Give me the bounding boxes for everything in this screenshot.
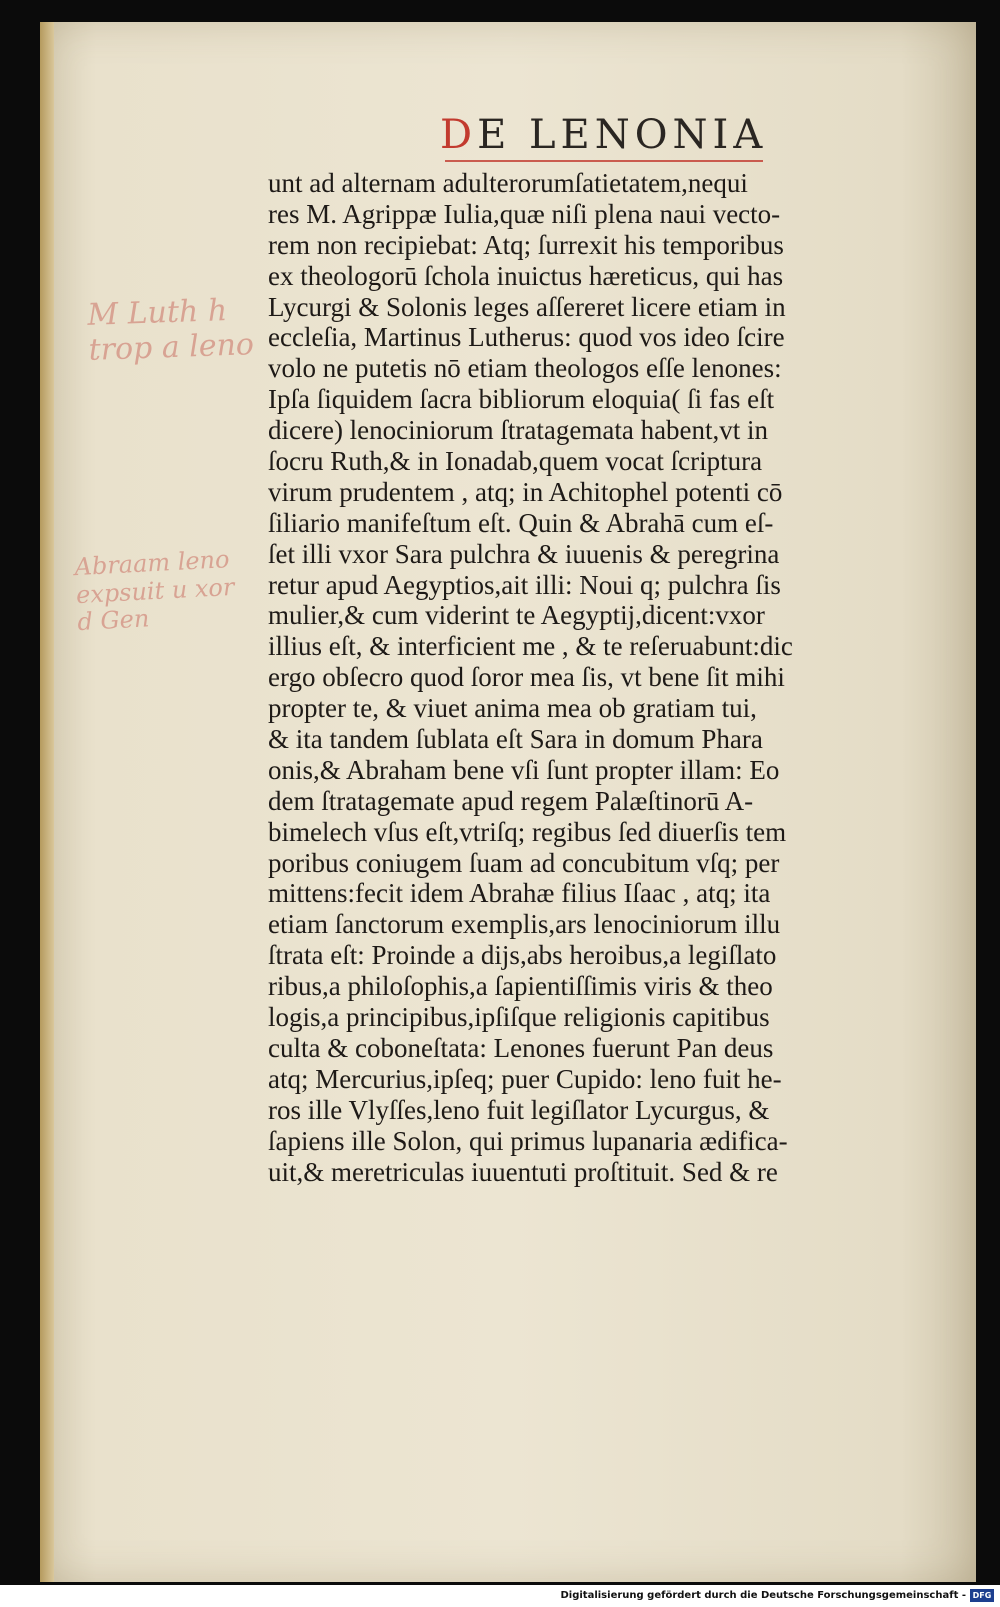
text-line: eccleſia, Martinus Lutherus: quod vos ideo ſcire xyxy=(268,322,785,353)
text-line: atq; Mercurius,ipſeq; puer Cupido: leno fuit he- xyxy=(268,1063,782,1094)
text-line: virum prudentem , atq; in Achitophel potenti cō xyxy=(268,476,783,507)
text-line: uit,& meretriculas iuuentuti proſtituit. Sed & re xyxy=(268,1156,778,1187)
text-line: ros ille Vlyſſes,leno fuit legiſlator Lycurgus, & xyxy=(268,1094,770,1125)
text-line: bimelech vſus eſt,vtriſq; regibus ſed diuerſis tem xyxy=(268,816,787,847)
page-edge xyxy=(40,22,54,1582)
text-line: mittens:fecit idem Abrahæ filius Iſaac , atq; ita xyxy=(268,878,771,909)
funding-credit: Digitalisierung gefördert durch die Deutsche Forschungsgemeinschaft - xyxy=(560,1590,966,1601)
text-line: culta & coboneſtata: Lenones fuerunt Pan deus xyxy=(268,1032,774,1063)
text-line: propter te, & viuet anima mea ob gratiam tui, xyxy=(268,693,757,724)
footer-bar xyxy=(0,1585,1000,1607)
text-line: poribus coniugem ſuam ad concubitum vſq; per xyxy=(268,847,780,878)
text-line: mulier,& cum viderint te Aegyptij,dicent:vxor xyxy=(268,600,765,631)
text-line: rem non recipiebat: Atq; ſurrexit his temporibus xyxy=(268,229,784,260)
text-line: ergo obſecro quod ſoror mea ſis, vt bene ſit mihi xyxy=(268,662,785,693)
text-line: ribus,a philoſophis,a ſapientiſſimis viris & theo xyxy=(268,971,773,1002)
text-line: volo ne putetis nō etiam theologos eſſe lenones: xyxy=(268,353,782,384)
text-line: onis,& Abraham bene vſi ſunt propter illam: Eo xyxy=(268,754,780,785)
header-rule xyxy=(445,160,763,162)
text-line: ſiliario manifeſtum eſt. Quin & Abrahā cum eſ- xyxy=(268,507,774,538)
text-line: Lycurgi & Solonis leges aſſereret licere etiam in xyxy=(268,291,786,322)
text-line: ſocru Ruth,& in Ionadab,quem vocat ſcriptura xyxy=(268,446,763,477)
text-line: etiam ſanctorum exemplis,ars lenociniorum illu xyxy=(268,909,781,940)
text-line: retur apud Aegyptios,ait illi: Noui q; pulchra ſis xyxy=(268,569,781,600)
text-line: dicere) lenociniorum ſtratagemata habent,vt in xyxy=(268,415,769,446)
text-line: logis,a principibus,ipſiſque religionis capitibus xyxy=(268,1002,770,1033)
header-initial: D xyxy=(440,112,478,158)
margin-note-abraham: Abraam leno expsuit u xor d Gen xyxy=(73,545,235,637)
margin-note-luther: M Luth h trop a leno xyxy=(86,293,255,368)
text-line: unt ad alternam adulterorumſatietatem,nequi xyxy=(268,168,748,198)
running-header xyxy=(440,112,768,164)
body-text xyxy=(268,168,958,1187)
text-line: dem ſtratagemate apud regem Palæſtinorū A- xyxy=(268,785,754,816)
text-line: Ipſa ſiquidem ſacra bibliorum eloquia( ſi fas eſt xyxy=(268,384,775,415)
text-line: & ita tandem ſublata eſt Sara in domum Phara xyxy=(268,724,763,755)
text-line: res M. Agrippæ Iulia,quæ niſi plena naui vecto- xyxy=(268,198,781,229)
text-line: ſapiens ille Solon, qui primus lupanaria ædifica- xyxy=(268,1125,788,1156)
text-line: ſtrata eſt: Proinde a dijs,abs heroibus,a legiſlato xyxy=(268,940,777,971)
text-line: illius eſt, & interficient me , & te reſeruabunt:dic xyxy=(268,631,793,662)
text-line: ex theologorū ſchola inuictus hæreticus, qui has xyxy=(268,260,784,291)
text-line: ſet illi vxor Sara pulchra & iuuenis & peregrina xyxy=(268,538,780,569)
header-title: E LENONIA xyxy=(477,112,768,158)
dfg-logo-icon: DFG xyxy=(970,1589,994,1602)
